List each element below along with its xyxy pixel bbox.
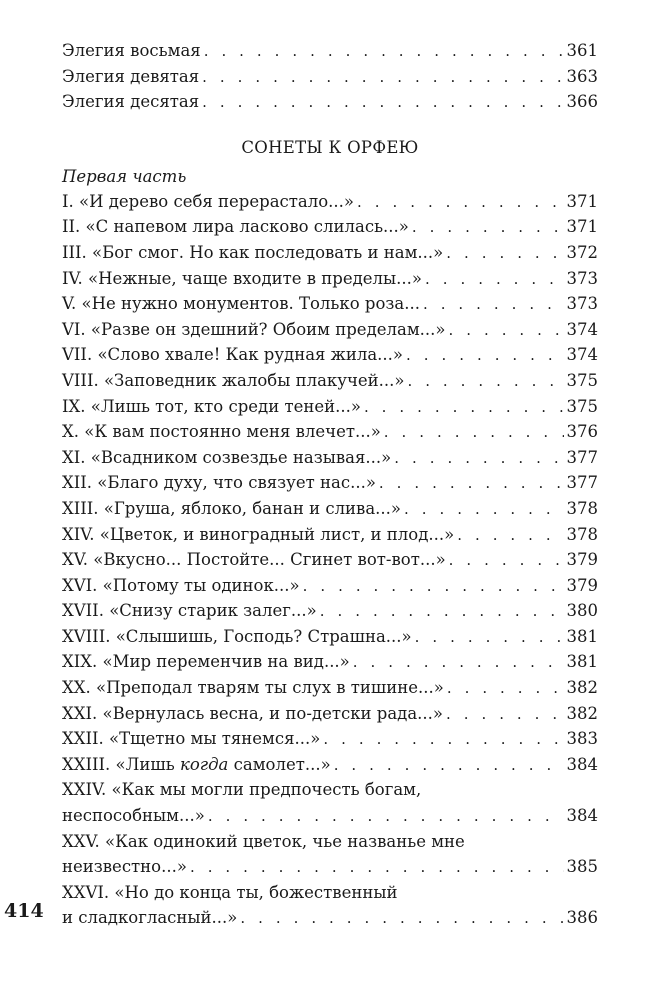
entry-title: VII. «Слово хвале! Как рудная жила...» bbox=[62, 345, 404, 365]
dot-leader bbox=[334, 753, 564, 779]
entry-page: 366 bbox=[566, 92, 598, 112]
dot-leader bbox=[240, 906, 563, 932]
entry-page: 361 bbox=[566, 41, 598, 60]
toc-entry bbox=[62, 214, 598, 240]
dot-leader bbox=[448, 318, 563, 344]
table-of-contents bbox=[62, 38, 598, 931]
toc-entry bbox=[62, 522, 598, 548]
entry-page: 375 bbox=[566, 396, 598, 416]
entry-title: VI. «Разве он здешний? Обоим пределам...» bbox=[62, 319, 446, 339]
dot-leader bbox=[415, 625, 564, 651]
entry-title-line2: неизвестно...» bbox=[62, 857, 187, 877]
toc-entry bbox=[62, 649, 598, 675]
dot-leader bbox=[404, 497, 563, 523]
entry-page: 371 bbox=[566, 191, 598, 211]
toc-entry bbox=[62, 445, 598, 471]
entry-title: V. «Не нужно монументов. Только роза... bbox=[62, 294, 420, 314]
dot-leader bbox=[412, 215, 564, 241]
entry-title: III. «Бог смог. Но как последовать и нам...» bbox=[62, 242, 444, 262]
toc-entry-multiline bbox=[62, 880, 598, 931]
toc-entry bbox=[62, 38, 598, 64]
entry-page: 385 bbox=[566, 857, 598, 877]
entry-title: IV. «Нежные, чаще входите в пределы...» bbox=[62, 268, 422, 288]
entry-page: 384 bbox=[566, 754, 598, 774]
entry-title: XIII. «Груша, яблоко, банан и слива...» bbox=[62, 498, 402, 518]
toc-entry-continuation bbox=[62, 854, 598, 880]
entry-title: XIV. «Цветок, и виноградный лист, и плод...» bbox=[62, 524, 455, 544]
entry-page: 380 bbox=[566, 601, 598, 621]
entry-page: 363 bbox=[566, 66, 598, 86]
toc-entry bbox=[62, 419, 598, 445]
entry-title-line1: XXIV. «Как мы могли предпочесть богам, bbox=[62, 780, 422, 800]
dot-leader bbox=[449, 548, 564, 574]
toc-entry-multiline bbox=[62, 777, 598, 828]
entry-title: XVII. «Снизу старик залег...» bbox=[62, 601, 317, 621]
dot-leader bbox=[407, 369, 563, 395]
toc-entry bbox=[62, 470, 598, 496]
entry-title: XVI. «Потому ты одинок...» bbox=[62, 575, 300, 595]
dot-leader bbox=[364, 395, 564, 421]
toc-entry bbox=[62, 726, 598, 752]
entry-page: 375 bbox=[566, 370, 598, 390]
part-heading: Первая часть bbox=[62, 166, 187, 186]
entry-page: 374 bbox=[566, 319, 598, 339]
entry-page: 384 bbox=[566, 806, 598, 826]
dot-leader bbox=[379, 471, 564, 497]
toc-entry bbox=[62, 189, 598, 215]
toc-entry bbox=[62, 89, 598, 115]
dot-leader bbox=[320, 599, 564, 625]
entry-title: XVIII. «Слышишь, Господь? Страшна...» bbox=[62, 626, 412, 646]
entry-title-suffix: самолет...» bbox=[228, 754, 331, 774]
toc-entry-continuation bbox=[62, 905, 598, 931]
entry-page: 372 bbox=[566, 242, 598, 262]
entry-page: 386 bbox=[566, 908, 598, 928]
entry-page: 379 bbox=[566, 550, 598, 570]
entry-page: 383 bbox=[566, 729, 598, 749]
entry-page: 382 bbox=[566, 703, 598, 723]
toc-entry bbox=[62, 701, 598, 727]
entry-page: 378 bbox=[566, 524, 598, 544]
dot-leader bbox=[425, 267, 564, 293]
entry-page: 378 bbox=[566, 498, 598, 518]
toc-entry bbox=[62, 547, 598, 573]
toc-entry-continuation bbox=[62, 803, 598, 829]
dot-leader bbox=[446, 702, 564, 728]
page-number: 414 bbox=[4, 900, 44, 922]
entry-title: XX. «Преподал тварям ты слух в тишине...» bbox=[62, 678, 444, 698]
entry-title-italic: когда bbox=[179, 754, 229, 774]
toc-entry-multiline bbox=[62, 829, 598, 880]
entry-title: XXI. «Вернулась весна, и по-детски рада...» bbox=[62, 703, 443, 723]
entry-page: 377 bbox=[566, 473, 598, 493]
dot-leader bbox=[446, 241, 563, 267]
entry-title: XII. «Благо духу, что связует нас...» bbox=[62, 473, 376, 493]
entry-title-line1: XXVI. «Но до конца ты, божественный bbox=[62, 882, 398, 902]
entry-title-prefix: XXIII. «Лишь bbox=[62, 754, 180, 774]
toc-entry bbox=[62, 342, 598, 368]
entry-title: XIX. «Мир переменчив на вид...» bbox=[62, 652, 350, 672]
entry-title: Элегия десятая bbox=[62, 92, 200, 112]
entry-title: XXII. «Тщетно мы тянемся...» bbox=[62, 729, 321, 749]
dot-leader bbox=[384, 420, 564, 446]
toc-entry bbox=[62, 368, 598, 394]
dot-leader bbox=[204, 39, 564, 65]
entry-page: 381 bbox=[566, 626, 598, 646]
entry-title-line2: и сладкогласный...» bbox=[62, 908, 238, 928]
toc-entry bbox=[62, 752, 598, 778]
dot-leader bbox=[202, 90, 563, 116]
entry-page: 382 bbox=[566, 678, 598, 698]
dot-leader bbox=[208, 804, 564, 830]
entry-page: 377 bbox=[566, 447, 598, 467]
dot-leader bbox=[323, 727, 563, 753]
entry-title: XI. «Всадником созвездье называя...» bbox=[62, 447, 392, 467]
entry-page: 381 bbox=[566, 652, 598, 672]
toc-entry bbox=[62, 64, 598, 90]
toc-entry bbox=[62, 266, 598, 292]
entry-title bbox=[62, 752, 331, 778]
dot-leader bbox=[190, 855, 564, 881]
entry-title: VIII. «Заповедник жалобы плакучей...» bbox=[62, 370, 405, 390]
entry-title: Элегия девятая bbox=[62, 66, 200, 86]
dot-leader bbox=[394, 446, 563, 472]
entry-page: 379 bbox=[566, 575, 598, 595]
toc-entry bbox=[62, 573, 598, 599]
dot-leader bbox=[457, 523, 563, 549]
dot-leader bbox=[353, 650, 564, 676]
dot-leader bbox=[406, 343, 563, 369]
entry-title: II. «С напевом лира ласково слилась...» bbox=[62, 217, 409, 237]
dot-leader bbox=[423, 292, 564, 318]
dot-leader bbox=[447, 676, 564, 702]
toc-entry bbox=[62, 675, 598, 701]
toc-entry bbox=[62, 291, 598, 317]
section-heading: СОНЕТЫ К ОРФЕЮ bbox=[241, 137, 419, 157]
entry-page: 373 bbox=[566, 268, 598, 288]
entry-page: 373 bbox=[566, 294, 598, 314]
entry-title: XV. «Вкусно... Постойте... Сгинет вот-вот...» bbox=[62, 550, 446, 570]
entry-title: Элегия восьмая bbox=[62, 41, 201, 60]
entry-title-line2: неспособным...» bbox=[62, 806, 205, 826]
entry-title: I. «И дерево себя перерастало...» bbox=[62, 191, 354, 211]
entry-page: 374 bbox=[566, 345, 598, 365]
dot-leader bbox=[202, 65, 563, 91]
entry-title-line1: XXV. «Как одинокий цветок, чье названье мне bbox=[62, 831, 465, 851]
toc-entry bbox=[62, 598, 598, 624]
entry-title: IX. «Лишь тот, кто среди теней...» bbox=[62, 396, 361, 416]
entry-page: 376 bbox=[566, 422, 598, 442]
dot-leader bbox=[303, 574, 564, 600]
toc-entry bbox=[62, 317, 598, 343]
toc-entry bbox=[62, 496, 598, 522]
toc-entry bbox=[62, 240, 598, 266]
toc-entry bbox=[62, 394, 598, 420]
dot-leader bbox=[357, 190, 564, 216]
toc-entry bbox=[62, 624, 598, 650]
entry-page: 371 bbox=[566, 217, 598, 237]
entry-title: X. «К вам постоянно меня влечет...» bbox=[62, 422, 381, 442]
